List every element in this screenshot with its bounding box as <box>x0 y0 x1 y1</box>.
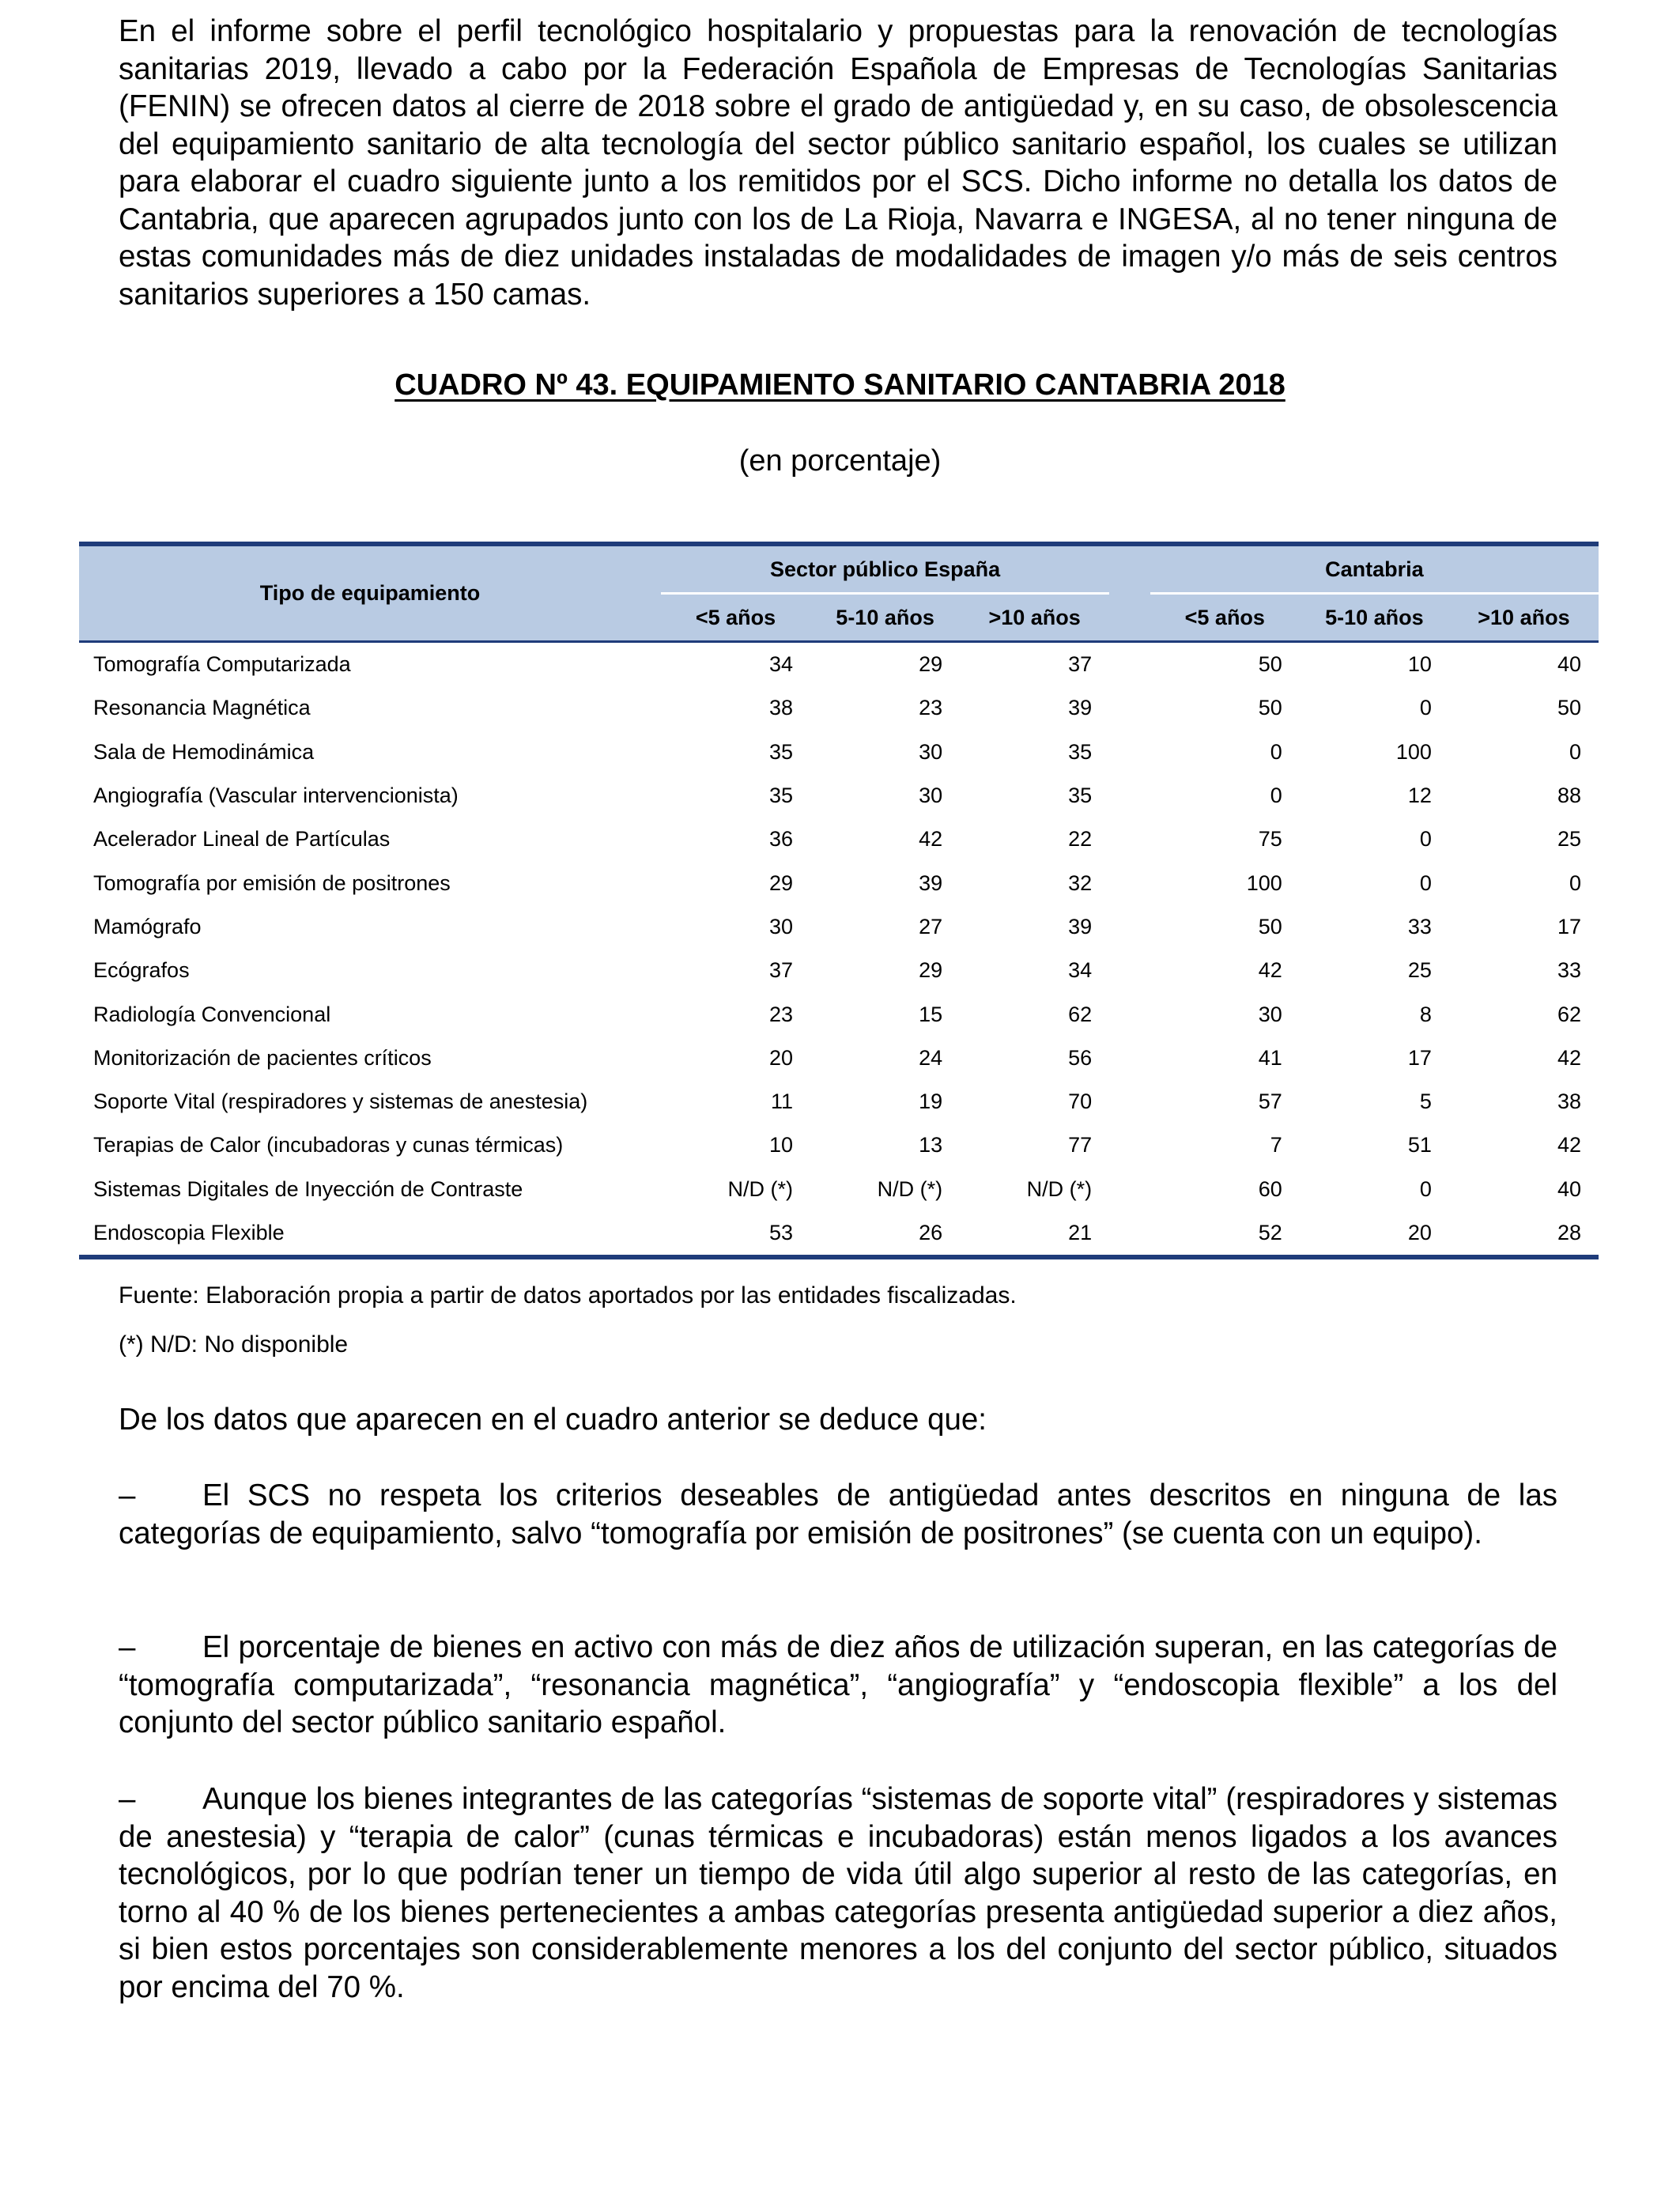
table-row <box>79 818 1599 861</box>
spain-value-cell: N/D (*) <box>1026 1176 1093 1201</box>
cantabria-value-cell: 5 <box>1419 1089 1432 1114</box>
cantabria-value-cell: 51 <box>1407 1133 1432 1157</box>
table-row <box>79 905 1599 949</box>
spain-value-cell: 34 <box>1068 958 1093 983</box>
spain-value-cell: 22 <box>1068 827 1093 852</box>
spain-value-cell: N/D (*) <box>877 1176 943 1201</box>
equipment-name-cell: Sala de Hemodinámica <box>93 739 315 764</box>
spain-value-cell: 32 <box>1068 870 1093 895</box>
spain-value-cell: 30 <box>769 914 794 938</box>
table-row <box>79 992 1599 1036</box>
equipment-name-cell: Soporte Vital (respiradores y sistemas de anestesia) <box>93 1089 588 1114</box>
spain-value-cell: 26 <box>919 1221 943 1244</box>
cantabria-value-cell: 0 <box>1419 870 1432 895</box>
bullet-dash: – <box>119 1630 136 1664</box>
spain-value-cell: 42 <box>919 827 943 852</box>
cantabria-value-cell: 0 <box>1419 696 1432 720</box>
cantabria-value-cell: 50 <box>1258 914 1282 938</box>
spain-value-cell: 35 <box>1068 739 1093 764</box>
table-row <box>79 686 1599 730</box>
gap-cell <box>1109 1080 1150 1123</box>
nd-note: (*) N/D: No disponible <box>119 1331 349 1358</box>
header-spain-gt10: >10 años <box>960 594 1109 642</box>
cantabria-value-cell: 50 <box>1258 696 1282 720</box>
header-gap <box>1109 546 1150 642</box>
spain-value-cell: 15 <box>919 1002 943 1026</box>
spain-value-cell: 13 <box>919 1133 943 1157</box>
cantabria-value-cell: 12 <box>1407 784 1432 808</box>
cantabria-value-cell: 25 <box>1407 958 1432 983</box>
cantabria-value-cell: 0 <box>1419 1176 1432 1201</box>
table-title: CUADRO Nº 43. EQUIPAMIENTO SANITARIO CANTABRIA 2018 <box>395 368 1285 402</box>
spain-value-cell: 30 <box>919 784 943 808</box>
cantabria-value-cell: 75 <box>1258 827 1282 852</box>
spain-value-cell: 30 <box>919 739 943 764</box>
spain-value-cell: N/D (*) <box>727 1176 794 1201</box>
table-header-row-groups <box>79 546 1599 594</box>
spain-value-cell: 10 <box>769 1133 794 1157</box>
spain-value-cell: 36 <box>769 827 794 852</box>
cantabria-value-cell: 57 <box>1258 1089 1282 1114</box>
bullet-text: El SCS no respeta los criterios deseables de antigüedad antes descritos en ninguna de las categorías de equipamiento, salvo “tomografía por emisión de positrones” (se cuenta con un equipo). <box>119 1478 1557 1550</box>
gap-cell <box>1109 905 1150 949</box>
spain-value-cell: 21 <box>1068 1221 1093 1244</box>
cantabria-value-cell: 50 <box>1557 696 1581 720</box>
header-cantabria-5to10: 5-10 años <box>1300 594 1449 642</box>
cantabria-value-cell: 62 <box>1557 1002 1581 1026</box>
equipment-name-cell: Mamógrafo <box>93 914 202 938</box>
spain-value-cell: 38 <box>769 696 794 720</box>
cantabria-value-cell: 20 <box>1407 1221 1432 1244</box>
equipment-name-cell: Angiografía (Vascular intervencionista) <box>93 784 459 808</box>
cantabria-value-cell: 28 <box>1557 1221 1581 1244</box>
table-row <box>79 642 1599 687</box>
gap-cell <box>1109 1037 1150 1080</box>
cantabria-value-cell: 30 <box>1258 1002 1282 1026</box>
spain-value-cell: 11 <box>771 1089 794 1114</box>
cantabria-value-cell: 33 <box>1407 914 1432 938</box>
cantabria-value-cell: 0 <box>1569 739 1581 764</box>
bullet-item <box>119 1781 1557 2006</box>
header-cantabria-lt5: <5 años <box>1150 594 1300 642</box>
cantabria-value-cell: 41 <box>1258 1045 1282 1070</box>
header-cantabria-gt10: >10 años <box>1449 594 1599 642</box>
gap-cell <box>1109 861 1150 904</box>
table-row <box>79 1168 1599 1211</box>
table-subtitle: (en porcentaje) <box>738 444 942 478</box>
table-row <box>79 1211 1599 1255</box>
cantabria-value-cell: 100 <box>1395 739 1432 764</box>
source-note: Fuente: Elaboración propia a partir de datos aportados por las entidades fiscalizadas. <box>119 1282 1017 1308</box>
header-spain-lt5: <5 años <box>661 594 810 642</box>
spain-value-cell: 19 <box>919 1089 943 1114</box>
gap-cell <box>1109 949 1150 992</box>
cantabria-value-cell: 100 <box>1246 870 1282 895</box>
spain-value-cell: 35 <box>769 784 794 808</box>
table-body <box>79 642 1599 1256</box>
spain-value-cell: 35 <box>1068 784 1093 808</box>
intro-paragraph: En el informe sobre el perfil tecnológico hospitalario y propuestas para la renovación de tecnologías sanitarias 2019, llevado a cabo por la Federación Española de Empresas de Tecnologías Sanitarias (FENIN) se ofrecen datos al cierre de 2018 sobre el grado de antigüedad y, en su caso, de obsolescencia del equipamiento sanitario de alta tecnología del sector público sanitario español, los cuales se utilizan para elaborar el cuadro siguiente junto a los remitidos por el SCS. Dicho informe no detalla los datos de Cantabria, que aparecen agrupados junto con los de La Rioja, Navarra e INGESA, al no tener ninguna de estas comunidades más de diez unidades instaladas de modalidades de imagen y/o más de seis centros sanitarios superiores a 150 camas. <box>119 14 1557 312</box>
table-row <box>79 949 1599 992</box>
cantabria-value-cell: 0 <box>1569 870 1581 895</box>
cantabria-value-cell: 60 <box>1258 1176 1282 1201</box>
cantabria-value-cell: 88 <box>1557 784 1581 808</box>
spain-value-cell: 29 <box>769 870 794 895</box>
cantabria-value-cell: 8 <box>1419 1002 1432 1026</box>
equipment-name-cell: Endoscopia Flexible <box>93 1221 285 1244</box>
bullet-text: Aunque los bienes integrantes de las categorías “sistemas de soporte vital” (respiradores y sistemas de anestesia) y “terapia de calor” (cunas térmicas e incubadoras) están menos ligados a los avances tecnológicos, por lo que podrían tener un tiempo de vida útil algo superior al resto de las categorías, en torno al 40 % de los bienes pertenecientes a ambas categorías presenta antigüedad superior a diez años, si bien estos porcentajes son considerablemente menores a los del conjunto del sector público, situados por encima del 70 %. <box>119 1782 1557 2004</box>
spain-value-cell: 27 <box>919 914 943 938</box>
equipment-name-cell: Terapias de Calor (incubadoras y cunas térmicas) <box>93 1133 564 1157</box>
bullet-dash: – <box>119 1478 136 1512</box>
spain-value-cell: 62 <box>1068 1002 1093 1026</box>
cantabria-value-cell: 0 <box>1419 827 1432 852</box>
cantabria-value-cell: 17 <box>1557 914 1581 938</box>
spain-value-cell: 23 <box>919 696 943 720</box>
header-equipment-type: Tipo de equipamiento <box>79 546 661 642</box>
gap-cell <box>1109 1211 1150 1255</box>
spain-value-cell: 20 <box>769 1045 794 1070</box>
table-row <box>79 1123 1599 1167</box>
cantabria-value-cell: 33 <box>1557 958 1581 983</box>
spain-value-cell: 34 <box>769 652 794 677</box>
bullet-item <box>119 1629 1557 1742</box>
equipment-name-cell: Acelerador Lineal de Partículas <box>93 827 391 852</box>
cantabria-value-cell: 0 <box>1270 784 1282 808</box>
gap-cell <box>1109 992 1150 1036</box>
deduction-intro: De los datos que aparecen en el cuadro anterior se deduce que: <box>119 1403 987 1437</box>
spain-value-cell: 35 <box>769 739 794 764</box>
spain-value-cell: 37 <box>769 958 794 983</box>
cantabria-value-cell: 7 <box>1270 1133 1282 1157</box>
table-row <box>79 1037 1599 1080</box>
table-row <box>79 1080 1599 1123</box>
header-group-cantabria: Cantabria <box>1150 546 1599 594</box>
spain-value-cell: 23 <box>769 1002 794 1026</box>
gap-cell <box>1109 774 1150 818</box>
table-row <box>79 731 1599 774</box>
cantabria-value-cell: 38 <box>1557 1089 1581 1114</box>
equipment-name-cell: Ecógrafos <box>93 958 190 983</box>
equipment-name-cell: Tomografía Computarizada <box>93 652 351 677</box>
gap-cell <box>1109 1123 1150 1167</box>
cantabria-value-cell: 52 <box>1258 1221 1282 1244</box>
cantabria-value-cell: 42 <box>1258 958 1282 983</box>
equipment-name-cell: Resonancia Magnética <box>93 696 311 720</box>
spain-value-cell: 24 <box>919 1045 943 1070</box>
table-row <box>79 861 1599 904</box>
spain-value-cell: 56 <box>1068 1045 1093 1070</box>
spain-value-cell: 39 <box>1068 696 1093 720</box>
spain-value-cell: 77 <box>1068 1133 1093 1157</box>
spain-value-cell: 53 <box>769 1221 794 1244</box>
gap-cell <box>1109 1168 1150 1211</box>
equipment-table <box>79 542 1599 1259</box>
bullet-text: El porcentaje de bienes en activo con más de diez años de utilización superan, en las categorías de “tomografía computarizada”, “resonancia magnética”, “angiografía” y “endoscopia flexible” a los del conjunto del sector público sanitario español. <box>119 1630 1557 1739</box>
bullet-item <box>119 1477 1557 1552</box>
table-row <box>79 774 1599 818</box>
cantabria-value-cell: 40 <box>1557 652 1581 677</box>
cantabria-value-cell: 42 <box>1557 1045 1581 1070</box>
spain-value-cell: 70 <box>1068 1089 1093 1114</box>
cantabria-value-cell: 25 <box>1557 827 1581 852</box>
bullet-dash: – <box>119 1782 136 1816</box>
cantabria-value-cell: 40 <box>1557 1176 1581 1201</box>
header-group-spain: Sector público España <box>661 546 1109 594</box>
gap-cell <box>1109 818 1150 861</box>
cantabria-value-cell: 0 <box>1270 739 1282 764</box>
header-spain-5to10: 5-10 años <box>810 594 960 642</box>
cantabria-value-cell: 17 <box>1407 1045 1432 1070</box>
gap-cell <box>1109 731 1150 774</box>
spain-value-cell: 37 <box>1068 652 1093 677</box>
gap-cell <box>1109 686 1150 730</box>
spain-value-cell: 29 <box>919 652 943 677</box>
gap-cell <box>1109 642 1150 687</box>
equipment-name-cell: Sistemas Digitales de Inyección de Contraste <box>93 1176 523 1201</box>
cantabria-value-cell: 10 <box>1407 652 1432 677</box>
spain-value-cell: 39 <box>919 870 943 895</box>
equipment-name-cell: Radiología Convencional <box>93 1002 331 1026</box>
spain-value-cell: 29 <box>919 958 943 983</box>
equipment-name-cell: Tomografía por emisión de positrones <box>93 870 451 895</box>
spain-value-cell: 39 <box>1068 914 1093 938</box>
equipment-name-cell: Monitorización de pacientes críticos <box>93 1045 432 1070</box>
cantabria-value-cell: 50 <box>1258 652 1282 677</box>
cantabria-value-cell: 42 <box>1557 1133 1581 1157</box>
